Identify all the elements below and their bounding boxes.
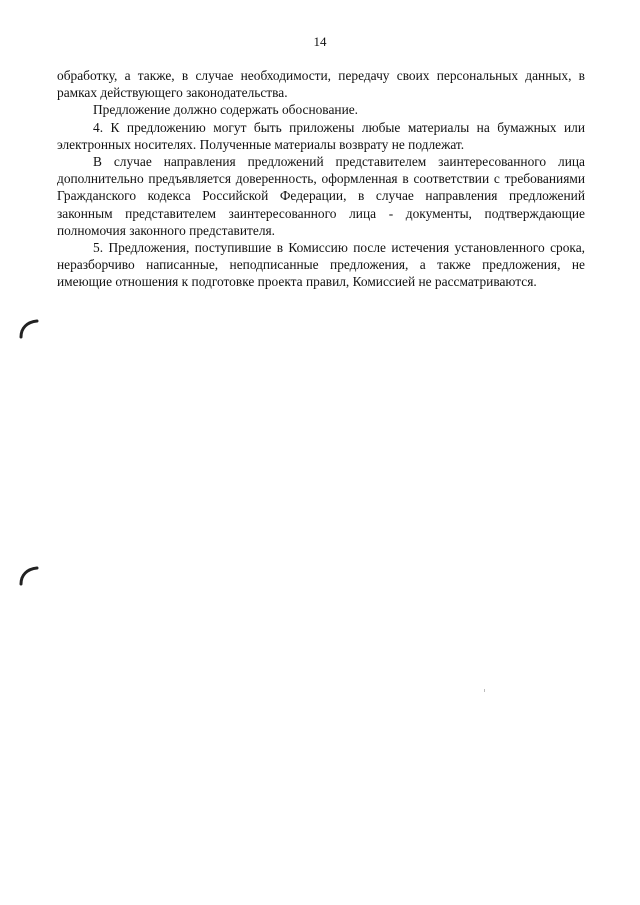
binder-hole-mark-icon xyxy=(18,318,40,340)
paragraph-consent-continuation: обработку, а также, в случае необходимости, передачу своих персональных данных, в рамках действующего законодательства. xyxy=(57,68,585,101)
paragraph-item-5: 5. Предложения, поступившие в Комиссию после истечения установленного срока, неразборчиво написанные, неподписанные предложения, а также предложения, не имеющие отношения к подготовке проекта правил, Комиссией не рассматриваются. xyxy=(57,240,585,290)
scan-speck xyxy=(484,689,485,692)
paragraph-item-4: 4. К предложению могут быть приложены любые материалы на бумажных или электронных носителях. Полученные материалы возврату не подлежат. xyxy=(57,119,585,152)
paragraph-representative: В случае направления предложений представителем заинтересованного лица дополнительно предъявляется доверенность, оформленная в соответствии с требованиями Гражданского кодекса Российской Федерации, в случае направления предложений законным представителем заинтересованного лица - документы, подтверждающие полномочия законного представителя. xyxy=(57,154,585,238)
paragraph-justification: Предложение должно содержать обоснование. xyxy=(93,102,359,118)
document-body xyxy=(57,67,585,291)
binder-hole-mark-icon xyxy=(18,565,40,587)
page-number: 14 xyxy=(313,34,327,49)
